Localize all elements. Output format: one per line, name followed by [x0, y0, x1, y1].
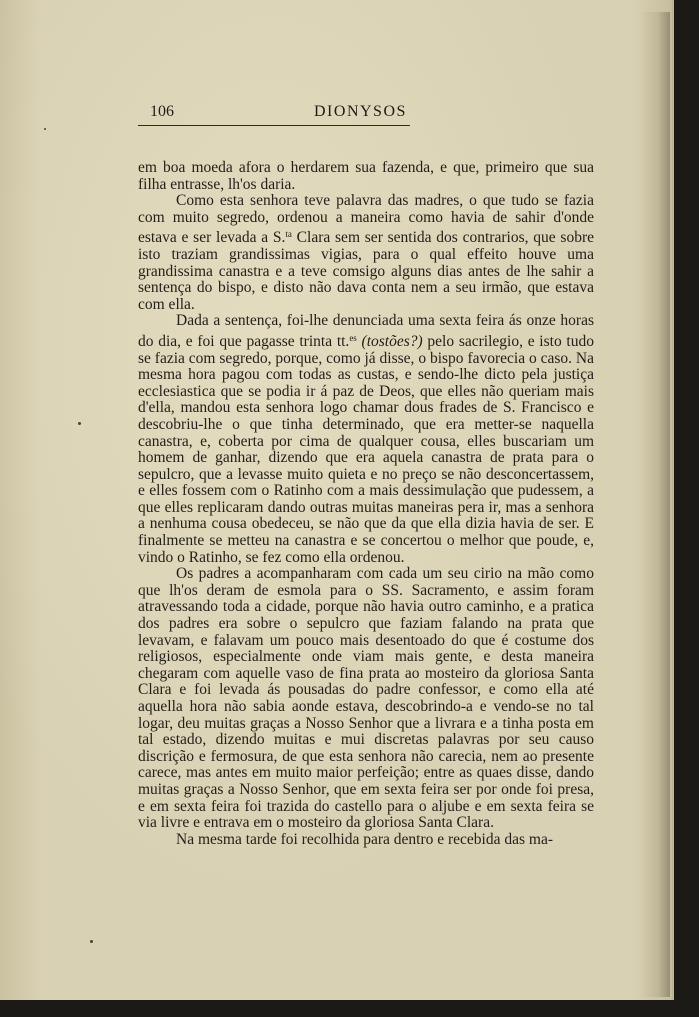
- paragraph-2-superscript: ta: [285, 229, 292, 240]
- paragraph-5: Na mesma tarde foi recolhida para dentro e recebida das ma-: [176, 830, 553, 848]
- body-text: [138, 160, 594, 848]
- paper-speck: [90, 940, 93, 943]
- paragraph-1: em boa moeda afora o herdarem sua fazenda, e que, primeiro que sua filha entrasse, lh'os daria.: [138, 159, 594, 193]
- paragraph-3-italic-note: (tostões?): [361, 332, 423, 350]
- paragraph-3-part-b: pelo sacrilegio, e isto tudo se fazia com segredo, porque, como já disse, o bispo favorecia o caso. Na mesma hora pagou com todas as custas, e sendo-lhe dicto pela justiça ecclesiastica que se podia ir á paz de Deos, que elles não queriam mais d'ella, mandou esta senhora logo chamar dous frades de S. Francisco e descobriu-lhe o que tinha determinado, que era metter-se naquella canastra, e, coberta por cima de qualquer cousa, elles buscariam um homem de ganhar, dizendo que era aquela canastra de prata para o sepulcro, que a levasse muito quieta e no preço se não desconcertassem, e elles fossem com o Ratinho com a mais dessimulação que pudessem, a que elles replicaram dando outras muitas maneiras pera ir, mas a senhora a nenhuma cousa obedeceu, se não que da que ella dizia havia de ser. E finalmente se metteu na canastra e se concertou o melhor que poude, e, vindo o Ratinho, se fez como ella ordenou.: [138, 332, 594, 566]
- page-header: [138, 101, 410, 126]
- paragraph-2-part-b: Clara sem ser sentida dos contrarios, que sobre isto traziam grandissimas vigias, para o qual effeito houve uma grandissima canastra e a teve comsigo alguns dias antes de lhe sahir a sentença do bispo, e disto não dava conta nem a seu irmão, que estava com ella.: [138, 229, 594, 313]
- paragraph-3: [138, 313, 594, 566]
- page-edge-shadow: [640, 12, 670, 997]
- paper-speck: [78, 422, 81, 425]
- paragraph-4: Os padres a acompanharam com cada um seu cirio na mão como que lh'os deram de esmola para o SS. Sacramento, e assim foram atravessando toda a cidade, porque não havia outro caminho, e a pratica dos padres era sobre o sepulcro que faziam falando na prata que levavam, e falavam um pouco mais desentoado do que é costume dos religiosos, especialmente onde viam mais gente, e desta maneira chegaram com aquelle vaso de fina prata ao mosteiro da gloriosa Santa Clara e foi levada ás pousadas do padre confessor, e como ella até aquella hora não sabia aonde estava, descobrindo-a e vendo-se no tal logar, deu muitas graças a Nosso Senhor que a livrara e a tinha posta em tal estado, dizendo muitas e mui discretas palavras por seu causo discrição e fermosura, de que esta senhora não carecia, nem ao presente carece, mas antes em muito maior perfeição; entre as quaes disse, dando muitas graças a Nosso Senhor, que em sexta feira ser por onde foi presa, e em sexta feira foi trazida do castello para o aljube e em sexta feira se via livre e entrava em o mosteiro da gloriosa Santa Clara.: [138, 565, 594, 832]
- running-title: DIONYSOS: [314, 103, 407, 120]
- paragraph-2: [138, 193, 594, 313]
- paper-speck: [44, 128, 46, 130]
- paragraph-3-superscript: es: [349, 332, 357, 343]
- paragraph-2-part-a: Como esta senhora teve palavra das madres, o que tudo se fazia com muito segredo, ordenou a maneira como havia de sahir d'onde estava e ser levada a S.: [138, 192, 594, 247]
- page-number: 106: [150, 103, 174, 120]
- paragraph-3-part-a: Dada a sentença, foi-lhe denunciada uma sexta feira ás onze horas do dia, e foi que pagasse trinta tt.: [138, 312, 594, 350]
